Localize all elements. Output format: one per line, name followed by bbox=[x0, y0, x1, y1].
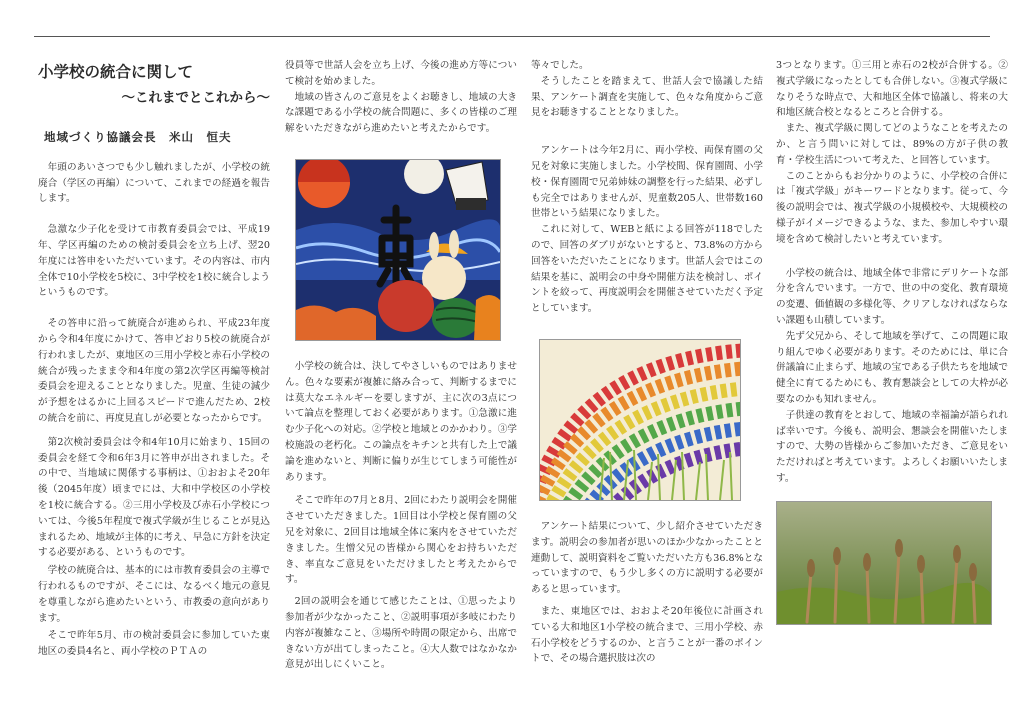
paragraph: そこで昨年の7月と8月、2回にわたり説明会を開催させていただきました。1回目は小学校と保育園の父兄を対象に、2回目は地域全体に案内をさせていただきました。生憎父兄の皆様から関心をお持ちいただき、率直なご意見をいただけましたと考えたからです。 bbox=[285, 495, 517, 586]
top-rule bbox=[34, 36, 990, 37]
paragraph: 第2次検討委員会は令和4年10月に始まり、15回の委員会を経て令和6年3月に答申が出されました。その中で、当地域に関係する事柄は、①おおよそ20年後（2045年度）頃までには、大和中学校区の小学校を1校に統合する。②三用小学校及び赤石小学校については、今後5年程度で複式学級が生じることが見込まれるため、地域が主体的に考え、早急に方針を決定する必要がある、というものです。 bbox=[38, 436, 270, 559]
paragraph: そこで昨年5月、市の検討委員会に参加していた東地区の委員4名と、両小学校のＰＴＡの bbox=[38, 630, 270, 658]
paragraph: また、複式学級に関してどのようなことを考えたのか、と言う問いに対しては、89%の方が子供の教育・学校生活について考えた、と回答しています。 bbox=[776, 123, 1008, 166]
paragraph: 等々でした。 bbox=[531, 60, 589, 71]
paragraph: アンケート結果について、少し紹介させていただきます。説明会の参加者が思いのほか少なかったことと連動して、説明資料をご覧いただいた方も36.8%となっていますので、もう少し多くの方に説明する必要があると思っています。 bbox=[531, 520, 763, 596]
paragraph: 地域の皆さんのご意見をよくお聴きし、地域の大きな課題である小学校の統合問題に、多くの皆様のご理解をいただきながら進めたいと考えたからです。 bbox=[285, 91, 517, 135]
article-subtitle: ～これまでとこれから～ bbox=[121, 90, 270, 106]
handprint-rainbow-illustration bbox=[539, 339, 741, 501]
paragraph: そうしたことを踏まえて、世話人会で協議した結果、アンケート調査を実施して、色々な角度からご意見をお聴きすることとなりました。 bbox=[531, 75, 763, 119]
paragraph: アンケートは今年2月に、両小学校、両保育園の父兄を対象に実施しました。小学校間、保育園間、小学校・保育園間で兄弟姉妹の調整を行った結果、必ずしも完全ではありませんが、児童数205人、世帯数160世帯という結果になりました。 bbox=[531, 145, 763, 220]
paragraph: このことからもお分かりのように、小学校の合併には「複式学級」がキーワードとなります。従って、今後の説明会では、複式学級の小規模校や、大規模校の様子がイメージできるような、また、参加しやすい環境を含めて検討したいと考えています。 bbox=[776, 170, 1008, 245]
paragraph: 学校の統廃合は、基本的には市教育委員会の主導で行われるものですが、そこには、なるべく地元の意見を尊重しながら進めたいという、市教委の意向があります。 bbox=[38, 565, 270, 624]
column-1 bbox=[38, 58, 270, 660]
article-title: 小学校の統合に関して bbox=[38, 63, 194, 81]
article-author: 地域づくり協議会長 米山 恒夫 bbox=[44, 130, 232, 144]
children-drawing-illustration bbox=[295, 159, 501, 341]
column-3 bbox=[531, 58, 763, 667]
paragraph: 先ず父兄から、そして地域を挙げて、この問題に取り組んでゆく必要があります。そのためには、単に合併議論に止まらず、地域の宝である子供たちを地域で健全に育てるためにも、教育懇談会としての大枠が必要なのかも知れません。 bbox=[776, 330, 1008, 405]
column-2 bbox=[285, 58, 517, 673]
paragraph: 子供達の教育をとおして、地域の幸福論が語られれば幸いです。今後も、説明会、懇談会を開催いたしますので、大勢の皆様からご参加いただき、ご意見をいただければと考えています。よろしくお願いいたします。 bbox=[776, 409, 1008, 484]
paragraph: 年頭のあいさつでも少し触れましたが、小学校の統廃合（学区の再編）について、これまでの経過を報告します。 bbox=[38, 161, 270, 205]
paragraph: 小学校の統合は、地域全体で非常にデリケートな部分を含んでいます。一方で、世の中の変化、教育環境の変遷、価値観の多様化等、クリアしなければならない課題も山積しています。 bbox=[776, 267, 1008, 326]
paragraph: 2回の説明会を通じて感じたことは、①思ったより参加者が少なかったこと、②説明事項が多岐にわたり内容が複雑なこと、③場所や時間の限定から、出席できない方が出てしまったこと。④大人数ではなかなか意見が出しにくいこと。 bbox=[285, 596, 517, 671]
paragraph: これに対して、WEBと紙による回答が118でしたので、回答のダブリがないとすると、73.8%の方から回答をいただいたことになります。世話人会ではこの結果を基に、説明会の中身や開催方法を検討し、ポイントを絞って、再度説明会を開催させていただく予定としています。 bbox=[531, 224, 763, 315]
paragraph: 小学校の統合は、決してやさしいものではありません。色々な要素が複雑に絡み合って、判断するまでには莫大なエネルギーを要しますが、主に次の3点について論点を整理しておく必要があります。①急激に進む少子化への対応。②学校と地域とのかかわり。③学校施設の老朽化。この論点をキチンと共有した上で議論を進めないと、判断に偏りが生じてしまう可能性があります。 bbox=[285, 360, 517, 483]
horsetail-photo-illustration bbox=[776, 501, 992, 625]
paragraph: その答申に沿って統廃合が進められ、平成23年度から令和4年度にかけて、答申どおり5校の統廃合が行われましたが、東地区の三用小学校と赤石小学校の統合が残ったまま令和4年度の第2次学区再編等検討委員会を迎えることとなりました。児童、生徒の減少が予想をはるかに上回るスピードで進んだため、2校の統合を前に、再度見直しが必要となったからです。 bbox=[38, 318, 270, 424]
paragraph: また、東地区では、おおよそ20年後位に計画されている大和地区1小学校の統合まで、三用小学校、赤石小学校をどうするのか、と言うことが一番のポイントで、その場合選択肢は次の bbox=[531, 605, 763, 665]
paragraph: 急激な少子化を受けて市教育委員会では、平成19年、学区再編のための検討委員会を立ち上げ、翌20年度には答申をいただいています。その内容は、市内全体で10小学校を5校に、3中学校を1校に統合しようというものです。 bbox=[38, 224, 270, 299]
column-4 bbox=[776, 58, 1008, 643]
paragraph: 役員等で世話人会を立ち上げ、今後の進め方等について検討を始めました。 bbox=[285, 60, 517, 87]
paragraph: 3つとなります。①三用と赤石の2校が合併する。②複式学級になったとしても合併しない。③複式学級になりそうな時点で、大和地区全体で協議し、将来の大和地区統合校となるところと合併する。 bbox=[776, 60, 1008, 119]
